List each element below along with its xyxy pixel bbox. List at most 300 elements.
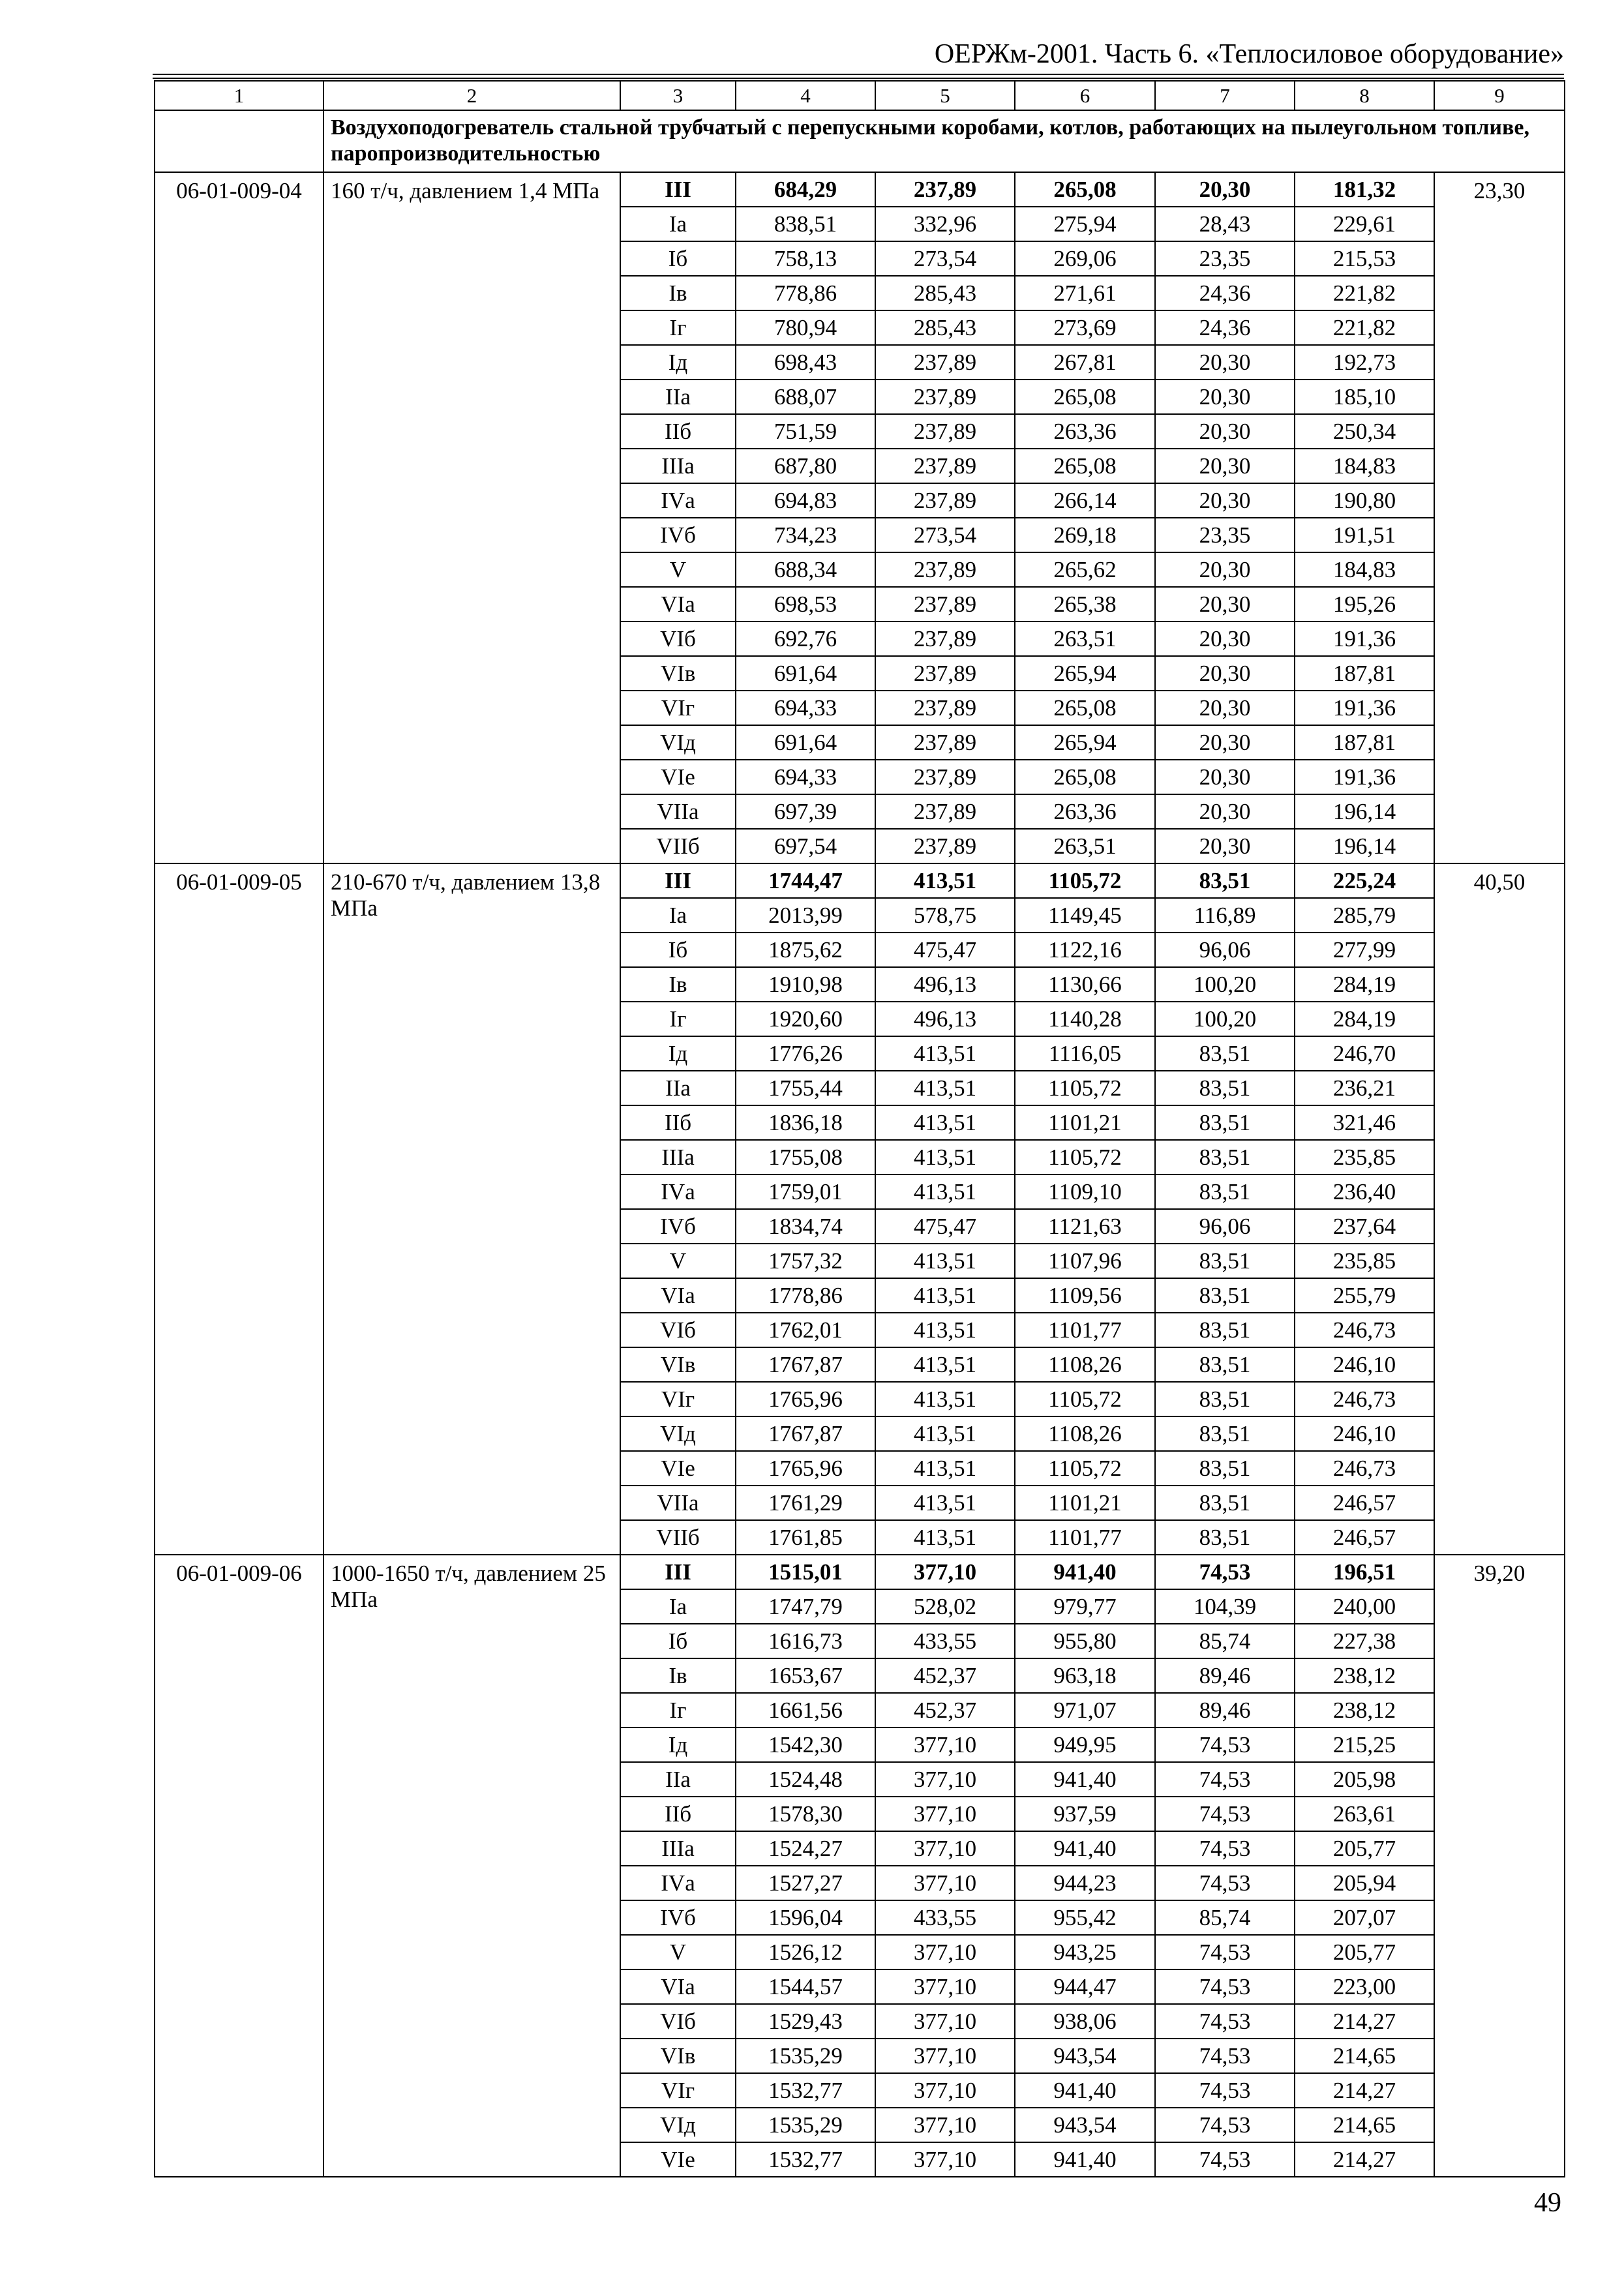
value-cell: 191,36	[1295, 621, 1434, 656]
value-cell: 263,61	[1295, 1797, 1434, 1831]
value-cell: 955,80	[1015, 1624, 1155, 1658]
value-cell: 74,53	[1155, 1728, 1295, 1762]
value-cell: 943,54	[1015, 2108, 1155, 2142]
value-cell: 74,53	[1155, 2004, 1295, 2039]
value-cell: 1524,27	[736, 1831, 875, 1866]
value-cell: 269,18	[1015, 518, 1155, 552]
value-cell: 1524,48	[736, 1762, 875, 1797]
value-cell: 1116,05	[1015, 1036, 1155, 1071]
value-cell: 23,35	[1155, 241, 1295, 276]
value-cell: 1108,26	[1015, 1347, 1155, 1382]
category-cell: Iв	[620, 276, 736, 310]
value-cell: 265,08	[1015, 172, 1155, 207]
value-cell: 100,20	[1155, 1002, 1295, 1036]
category-cell: IVа	[620, 483, 736, 518]
value-cell: 1778,86	[736, 1278, 875, 1313]
category-cell: V	[620, 1935, 736, 1969]
value-cell: 433,55	[875, 1900, 1015, 1935]
value-cell: 1101,21	[1015, 1105, 1155, 1140]
value-cell: 285,79	[1295, 898, 1434, 933]
table-row	[155, 863, 1565, 898]
value-cell: 83,51	[1155, 1451, 1295, 1486]
value-cell: 215,25	[1295, 1728, 1434, 1762]
category-cell: Iд	[620, 1728, 736, 1762]
value-cell: 20,30	[1155, 656, 1295, 691]
value-cell: 83,51	[1155, 1105, 1295, 1140]
value-cell: 758,13	[736, 241, 875, 276]
value-cell: 1105,72	[1015, 1140, 1155, 1174]
value-cell: 20,30	[1155, 345, 1295, 380]
column-number: 3	[620, 81, 736, 110]
value-cell: 687,80	[736, 449, 875, 483]
value-cell: 496,13	[875, 967, 1015, 1002]
value-cell: 1762,01	[736, 1313, 875, 1347]
value-cell: 20,30	[1155, 829, 1295, 863]
value-cell: 377,10	[875, 2142, 1015, 2177]
value-cell: 185,10	[1295, 380, 1434, 414]
value-cell: 578,75	[875, 898, 1015, 933]
value-cell: 377,10	[875, 1866, 1015, 1900]
value-cell: 1527,27	[736, 1866, 875, 1900]
value-cell: 413,51	[875, 1071, 1015, 1105]
value-cell: 83,51	[1155, 1520, 1295, 1555]
value-cell: 221,82	[1295, 276, 1434, 310]
value-cell: 413,51	[875, 1313, 1015, 1347]
value-cell: 236,21	[1295, 1071, 1434, 1105]
value-cell: 214,27	[1295, 2142, 1434, 2177]
category-cell: IIб	[620, 1105, 736, 1140]
value-cell: 237,89	[875, 587, 1015, 621]
value-cell: 691,64	[736, 725, 875, 760]
value-cell: 263,51	[1015, 621, 1155, 656]
value-cell: 955,42	[1015, 1900, 1155, 1935]
value-cell: 263,51	[1015, 829, 1155, 863]
category-cell: VIа	[620, 1278, 736, 1313]
value-cell: 246,73	[1295, 1313, 1434, 1347]
value-cell: 1834,74	[736, 1209, 875, 1244]
value-cell: 246,10	[1295, 1347, 1434, 1382]
value-cell: 413,51	[875, 1036, 1015, 1071]
value-cell: 246,57	[1295, 1486, 1434, 1520]
value-cell: 236,40	[1295, 1174, 1434, 1209]
value-cell: 943,54	[1015, 2039, 1155, 2073]
value-cell: 413,51	[875, 1416, 1015, 1451]
category-cell: VIб	[620, 2004, 736, 2039]
value-cell: 1140,28	[1015, 1002, 1155, 1036]
value-cell: 74,53	[1155, 1797, 1295, 1831]
value-cell: 475,47	[875, 1209, 1015, 1244]
value-cell: 265,38	[1015, 587, 1155, 621]
value-cell: 246,73	[1295, 1451, 1434, 1486]
value-cell: 778,86	[736, 276, 875, 310]
column-number-row	[155, 81, 1565, 110]
value-cell: 237,89	[875, 552, 1015, 587]
value-cell: 1526,12	[736, 1935, 875, 1969]
value-cell: 238,12	[1295, 1658, 1434, 1693]
column-9-value: 39,20	[1434, 1555, 1565, 2177]
value-cell: 277,99	[1295, 933, 1434, 967]
value-cell: 191,36	[1295, 760, 1434, 794]
value-cell: 267,81	[1015, 345, 1155, 380]
value-cell: 187,81	[1295, 725, 1434, 760]
value-cell: 237,89	[875, 656, 1015, 691]
value-cell: 1596,04	[736, 1900, 875, 1935]
value-cell: 1130,66	[1015, 967, 1155, 1002]
category-cell: Iд	[620, 1036, 736, 1071]
value-cell: 196,14	[1295, 829, 1434, 863]
value-cell: 1101,21	[1015, 1486, 1155, 1520]
category-cell: Iв	[620, 1658, 736, 1693]
category-cell: VIд	[620, 2108, 736, 2142]
category-cell: VIIа	[620, 794, 736, 829]
column-9-value: 23,30	[1434, 172, 1565, 863]
value-cell: 1515,01	[736, 1555, 875, 1589]
value-cell: 377,10	[875, 1831, 1015, 1866]
value-cell: 838,51	[736, 207, 875, 241]
value-cell: 1532,77	[736, 2142, 875, 2177]
category-cell: Iа	[620, 1589, 736, 1624]
value-cell: 1776,26	[736, 1036, 875, 1071]
value-cell: 237,89	[875, 449, 1015, 483]
value-cell: 963,18	[1015, 1658, 1155, 1693]
value-cell: 1105,72	[1015, 1071, 1155, 1105]
value-cell: 196,51	[1295, 1555, 1434, 1589]
value-cell: 979,77	[1015, 1589, 1155, 1624]
section-title-row	[155, 110, 1565, 172]
category-cell: VIб	[620, 621, 736, 656]
value-cell: 196,14	[1295, 794, 1434, 829]
value-cell: 237,89	[875, 345, 1015, 380]
value-cell: 83,51	[1155, 1313, 1295, 1347]
value-cell: 1544,57	[736, 1969, 875, 2004]
value-cell: 413,51	[875, 1140, 1015, 1174]
value-cell: 528,02	[875, 1589, 1015, 1624]
value-cell: 377,10	[875, 2073, 1015, 2108]
value-cell: 943,25	[1015, 1935, 1155, 1969]
value-cell: 688,34	[736, 552, 875, 587]
value-cell: 74,53	[1155, 2039, 1295, 2073]
value-cell: 413,51	[875, 1105, 1015, 1140]
value-cell: 20,30	[1155, 380, 1295, 414]
value-cell: 74,53	[1155, 1762, 1295, 1797]
value-cell: 184,83	[1295, 552, 1434, 587]
value-cell: 413,51	[875, 1174, 1015, 1209]
value-cell: 377,10	[875, 2108, 1015, 2142]
value-cell: 1542,30	[736, 1728, 875, 1762]
value-cell: 1122,16	[1015, 933, 1155, 967]
value-cell: 20,30	[1155, 794, 1295, 829]
value-cell: 1744,47	[736, 863, 875, 898]
value-cell: 214,27	[1295, 2004, 1434, 2039]
value-cell: 452,37	[875, 1693, 1015, 1728]
category-cell: VIа	[620, 587, 736, 621]
value-cell: 235,85	[1295, 1244, 1434, 1278]
category-cell: VIд	[620, 1416, 736, 1451]
column-number: 1	[155, 81, 323, 110]
value-cell: 275,94	[1015, 207, 1155, 241]
value-cell: 20,30	[1155, 483, 1295, 518]
category-cell: VIе	[620, 760, 736, 794]
value-cell: 938,06	[1015, 2004, 1155, 2039]
value-cell: 1105,72	[1015, 863, 1155, 898]
column-number: 8	[1295, 81, 1434, 110]
value-cell: 246,10	[1295, 1416, 1434, 1451]
value-cell: 266,14	[1015, 483, 1155, 518]
value-cell: 377,10	[875, 1728, 1015, 1762]
value-cell: 24,36	[1155, 310, 1295, 345]
column-9-value: 40,50	[1434, 863, 1565, 1555]
value-cell: 237,89	[875, 725, 1015, 760]
value-cell: 1747,79	[736, 1589, 875, 1624]
value-cell: 941,40	[1015, 2073, 1155, 2108]
value-cell: 377,10	[875, 1935, 1015, 1969]
value-cell: 74,53	[1155, 2142, 1295, 2177]
value-cell: 265,08	[1015, 449, 1155, 483]
value-cell: 237,64	[1295, 1209, 1434, 1244]
value-cell: 238,12	[1295, 1693, 1434, 1728]
value-cell: 1532,77	[736, 2073, 875, 2108]
value-cell: 214,65	[1295, 2039, 1434, 2073]
value-cell: 1755,08	[736, 1140, 875, 1174]
value-cell: 83,51	[1155, 1278, 1295, 1313]
value-cell: 20,30	[1155, 414, 1295, 449]
category-cell: IVб	[620, 1209, 736, 1244]
category-cell: IVб	[620, 1900, 736, 1935]
value-cell: 265,94	[1015, 725, 1155, 760]
section-title-blank-cell	[155, 110, 323, 172]
category-cell: Iб	[620, 933, 736, 967]
value-cell: 1107,96	[1015, 1244, 1155, 1278]
category-cell: VIIб	[620, 829, 736, 863]
value-cell: 1101,77	[1015, 1313, 1155, 1347]
value-cell: 85,74	[1155, 1624, 1295, 1658]
value-cell: 237,89	[875, 172, 1015, 207]
value-cell: 24,36	[1155, 276, 1295, 310]
value-cell: 413,51	[875, 1451, 1015, 1486]
value-cell: 255,79	[1295, 1278, 1434, 1313]
value-cell: 941,40	[1015, 1762, 1155, 1797]
document-header-title: ОЕРЖм-2001. Часть 6. «Теплосиловое оборудование»	[934, 39, 1564, 69]
value-cell: 377,10	[875, 1969, 1015, 2004]
category-cell: IIIа	[620, 449, 736, 483]
column-number: 5	[875, 81, 1015, 110]
value-cell: 697,54	[736, 829, 875, 863]
value-cell: 223,00	[1295, 1969, 1434, 2004]
category-cell: IVа	[620, 1174, 736, 1209]
value-cell: 85,74	[1155, 1900, 1295, 1935]
value-cell: 1653,67	[736, 1658, 875, 1693]
value-cell: 1910,98	[736, 967, 875, 1002]
value-cell: 697,39	[736, 794, 875, 829]
value-cell: 751,59	[736, 414, 875, 449]
value-cell: 89,46	[1155, 1658, 1295, 1693]
value-cell: 1761,85	[736, 1520, 875, 1555]
value-cell: 191,51	[1295, 518, 1434, 552]
category-cell: IIа	[620, 380, 736, 414]
value-cell: 237,89	[875, 691, 1015, 725]
category-cell: VIг	[620, 2073, 736, 2108]
value-cell: 2013,99	[736, 898, 875, 933]
value-cell: 1757,32	[736, 1244, 875, 1278]
value-cell: 413,51	[875, 1382, 1015, 1416]
value-cell: 1529,43	[736, 2004, 875, 2039]
category-cell: Iд	[620, 345, 736, 380]
value-cell: 20,30	[1155, 449, 1295, 483]
value-cell: 263,36	[1015, 414, 1155, 449]
value-cell: 694,33	[736, 760, 875, 794]
value-cell: 684,29	[736, 172, 875, 207]
header-double-rule	[153, 74, 1564, 79]
value-cell: 413,51	[875, 863, 1015, 898]
item-description: 1000-1650 т/ч, давлением 25 МПа	[323, 1555, 620, 2177]
category-cell: VIа	[620, 1969, 736, 2004]
value-cell: 104,39	[1155, 1589, 1295, 1624]
category-cell: Iб	[620, 241, 736, 276]
item-code: 06-01-009-06	[155, 1555, 323, 2177]
value-cell: 96,06	[1155, 1209, 1295, 1244]
value-cell: 1836,18	[736, 1105, 875, 1140]
value-cell: 246,57	[1295, 1520, 1434, 1555]
value-cell: 74,53	[1155, 1866, 1295, 1900]
value-cell: 1121,63	[1015, 1209, 1155, 1244]
value-cell: 944,47	[1015, 1969, 1155, 2004]
table-row	[155, 172, 1565, 207]
category-cell: Iа	[620, 898, 736, 933]
value-cell: 83,51	[1155, 1486, 1295, 1520]
value-cell: 265,08	[1015, 380, 1155, 414]
value-cell: 235,85	[1295, 1140, 1434, 1174]
value-cell: 116,89	[1155, 898, 1295, 933]
value-cell: 1767,87	[736, 1416, 875, 1451]
category-cell: VIв	[620, 1347, 736, 1382]
value-cell: 1661,56	[736, 1693, 875, 1728]
value-cell: 285,43	[875, 276, 1015, 310]
value-cell: 452,37	[875, 1658, 1015, 1693]
value-cell: 237,89	[875, 621, 1015, 656]
value-cell: 377,10	[875, 1555, 1015, 1589]
value-cell: 688,07	[736, 380, 875, 414]
value-cell: 413,51	[875, 1278, 1015, 1313]
item-code: 06-01-009-05	[155, 863, 323, 1555]
category-cell: IIб	[620, 1797, 736, 1831]
category-cell: Iа	[620, 207, 736, 241]
value-cell: 1765,96	[736, 1382, 875, 1416]
value-cell: 265,62	[1015, 552, 1155, 587]
value-cell: 263,36	[1015, 794, 1155, 829]
value-cell: 96,06	[1155, 933, 1295, 967]
value-cell: 1765,96	[736, 1451, 875, 1486]
page-number: 49	[1534, 2188, 1561, 2218]
category-cell: V	[620, 552, 736, 587]
value-cell: 692,76	[736, 621, 875, 656]
category-cell: III	[620, 1555, 736, 1589]
category-cell: IIа	[620, 1071, 736, 1105]
value-cell: 377,10	[875, 2039, 1015, 2073]
value-cell: 377,10	[875, 1797, 1015, 1831]
value-cell: 83,51	[1155, 1036, 1295, 1071]
value-cell: 237,89	[875, 829, 1015, 863]
section-title: Воздухоподогреватель стальной трубчатый с перепускными коробами, котлов, работающих на пылеугольном топливе, паропроизводительностью	[331, 115, 1529, 166]
value-cell: 250,34	[1295, 414, 1434, 449]
value-cell: 83,51	[1155, 863, 1295, 898]
value-cell: 215,53	[1295, 241, 1434, 276]
value-cell: 74,53	[1155, 1935, 1295, 1969]
value-cell: 413,51	[875, 1244, 1015, 1278]
category-cell: Iг	[620, 310, 736, 345]
value-cell: 1767,87	[736, 1347, 875, 1382]
value-cell: 321,46	[1295, 1105, 1434, 1140]
value-cell: 273,54	[875, 241, 1015, 276]
category-cell: VIе	[620, 1451, 736, 1486]
category-cell: VIIб	[620, 1520, 736, 1555]
value-cell: 941,40	[1015, 1831, 1155, 1866]
value-cell: 971,07	[1015, 1693, 1155, 1728]
category-cell: Iб	[620, 1624, 736, 1658]
value-cell: 269,06	[1015, 241, 1155, 276]
value-cell: 187,81	[1295, 656, 1434, 691]
column-number: 2	[323, 81, 620, 110]
category-cell: V	[620, 1244, 736, 1278]
value-cell: 83,51	[1155, 1174, 1295, 1209]
category-cell: Iг	[620, 1002, 736, 1036]
value-cell: 377,10	[875, 2004, 1015, 2039]
value-cell: 20,30	[1155, 725, 1295, 760]
value-cell: 246,70	[1295, 1036, 1434, 1071]
value-cell: 1105,72	[1015, 1382, 1155, 1416]
value-cell: 190,80	[1295, 483, 1434, 518]
category-cell: Iг	[620, 1693, 736, 1728]
value-cell: 1875,62	[736, 933, 875, 967]
value-cell: 214,65	[1295, 2108, 1434, 2142]
value-cell: 1149,45	[1015, 898, 1155, 933]
category-cell: Iв	[620, 967, 736, 1002]
category-cell: VIв	[620, 2039, 736, 2073]
value-cell: 937,59	[1015, 1797, 1155, 1831]
value-cell: 944,23	[1015, 1866, 1155, 1900]
value-cell: 1761,29	[736, 1486, 875, 1520]
category-cell: VIб	[620, 1313, 736, 1347]
value-cell: 205,98	[1295, 1762, 1434, 1797]
value-cell: 225,24	[1295, 863, 1434, 898]
value-cell: 941,40	[1015, 2142, 1155, 2177]
value-cell: 205,77	[1295, 1935, 1434, 1969]
value-cell: 229,61	[1295, 207, 1434, 241]
category-cell: VIе	[620, 2142, 736, 2177]
value-cell: 1109,56	[1015, 1278, 1155, 1313]
rates-table	[154, 80, 1565, 2177]
value-cell: 74,53	[1155, 1969, 1295, 2004]
value-cell: 227,38	[1295, 1624, 1434, 1658]
value-cell: 694,83	[736, 483, 875, 518]
section-title-cell	[323, 110, 1565, 172]
value-cell: 265,94	[1015, 656, 1155, 691]
value-cell: 20,30	[1155, 621, 1295, 656]
value-cell: 265,08	[1015, 691, 1155, 725]
category-cell: VIд	[620, 725, 736, 760]
value-cell: 1616,73	[736, 1624, 875, 1658]
value-cell: 413,51	[875, 1520, 1015, 1555]
value-cell: 237,89	[875, 760, 1015, 794]
value-cell: 949,95	[1015, 1728, 1155, 1762]
value-cell: 1101,77	[1015, 1520, 1155, 1555]
value-cell: 205,94	[1295, 1866, 1434, 1900]
value-cell: 694,33	[736, 691, 875, 725]
category-cell: IIIа	[620, 1831, 736, 1866]
value-cell: 413,51	[875, 1347, 1015, 1382]
column-number: 6	[1015, 81, 1155, 110]
value-cell: 191,36	[1295, 691, 1434, 725]
value-cell: 285,43	[875, 310, 1015, 345]
